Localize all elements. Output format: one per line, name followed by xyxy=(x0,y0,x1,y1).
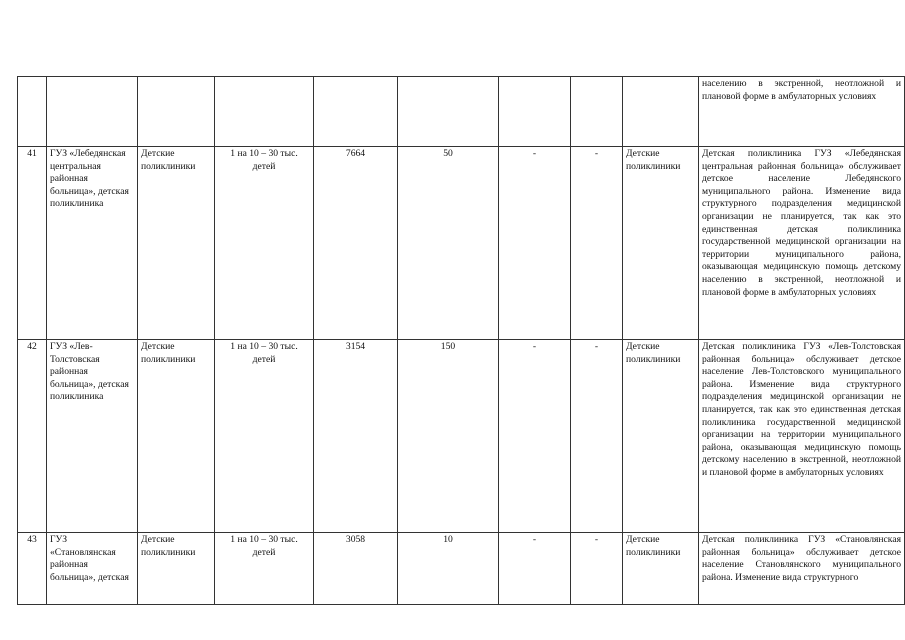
cell-num: 41 xyxy=(18,147,47,340)
cell-org xyxy=(47,533,138,605)
table-row-continuation xyxy=(18,77,905,147)
cell-type: Детские поликлиники xyxy=(138,340,215,533)
cell-target: Детские поликлиники xyxy=(623,340,699,533)
table-row xyxy=(18,147,905,340)
cell-norm: 1 на 10 – 30 тыс. детей xyxy=(215,340,314,533)
cell-org xyxy=(47,77,138,147)
table-row xyxy=(18,533,905,605)
cell-pop: 7664 xyxy=(314,147,398,340)
cell-col8 xyxy=(571,77,623,147)
cell-col7: - xyxy=(499,533,571,605)
cell-capacity: 150 xyxy=(398,340,499,533)
cell-type: Детские поликлиники xyxy=(138,147,215,340)
cell-org: ГУЗ «Лев-Толстовская районная больница», детская поликлиника xyxy=(47,340,138,533)
cell-pop: 3154 xyxy=(314,340,398,533)
cell-col7 xyxy=(499,77,571,147)
cell-col7: - xyxy=(499,147,571,340)
cell-norm xyxy=(215,77,314,147)
healthcare-facilities-table xyxy=(17,76,905,605)
cell-capacity: 10 xyxy=(398,533,499,605)
cell-col7: - xyxy=(499,340,571,533)
cell-description: населению в экстренной, неотложной и плановой форме в амбулаторных условиях xyxy=(699,77,905,147)
cell-num xyxy=(18,77,47,147)
cell-col8: - xyxy=(571,147,623,340)
cell-target: Детские поликлиники xyxy=(623,533,699,605)
cell-target: Детские поликлиники xyxy=(623,147,699,340)
cell-pop: 3058 xyxy=(314,533,398,605)
cell-norm: 1 на 10 – 30 тыс. детей xyxy=(215,533,314,605)
table-row xyxy=(18,340,905,533)
cell-norm: 1 на 10 – 30 тыс. детей xyxy=(215,147,314,340)
cell-target xyxy=(623,77,699,147)
cell-description: Детская поликлиника ГУЗ «Становлянская районная больница» обслуживает детское население Становлянского муниципального района. Изменение вида структурного xyxy=(699,533,905,605)
cell-pop xyxy=(314,77,398,147)
cell-capacity xyxy=(398,77,499,147)
cell-col8: - xyxy=(571,340,623,533)
cell-col8: - xyxy=(571,533,623,605)
cell-num: 43 xyxy=(18,533,47,605)
cell-description: Детская поликлиника ГУЗ «Лебедянская центральная районная больница» обслуживает детское население Лебедянского муниципального района. Изменение вида структурного подразделения медицинской организации не планируется, так как это единственная детская поликлиника государственной медицинской организации на территории муниципального района, оказывающая медицинскую помощь детскому населению в экстренной, неотложной и плановой форме в амбулаторных условиях xyxy=(699,147,905,340)
cell-type: Детские поликлиники xyxy=(138,533,215,605)
cell-org-text: ГУЗ «Становлянская районная больница», детская xyxy=(50,534,129,583)
cell-description: Детская поликлиника ГУЗ «Лев-Толстовская районная больница» обслуживает детское население Лев-Толстовского муниципального района. Изменение вида структурного подразделения медицинской организации не планируется, так как это единственная детская поликлиника государственной медицинской организации на территории муниципального района, оказывающая медицинскую помощь детскому населению в экстренной, неотложной и плановой форме в амбулаторных условиях xyxy=(699,340,905,533)
cell-num: 42 xyxy=(18,340,47,533)
cell-org: ГУЗ «Лебедянская центральная районная больница», детская поликлиника xyxy=(47,147,138,340)
cell-type xyxy=(138,77,215,147)
cell-capacity: 50 xyxy=(398,147,499,340)
